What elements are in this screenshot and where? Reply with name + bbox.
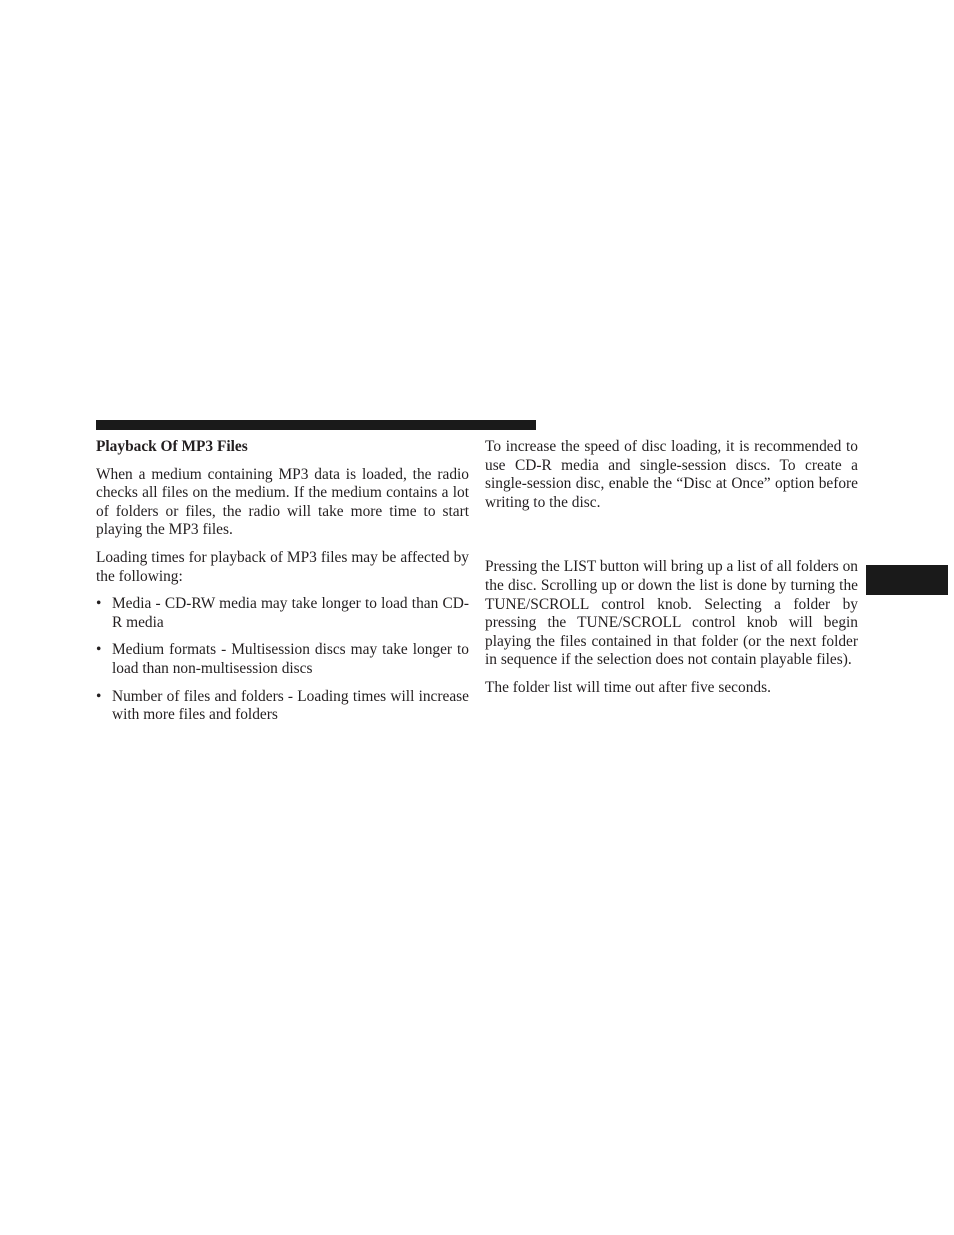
paragraph-loading-intro: When a medium containing MP3 data is loaded, the radio checks all files on the medium. If the medium contains a lot of folders or files, the radio will take more time to start playing the MP3 files. xyxy=(96,465,469,539)
paragraph-folder-timeout: The folder list will time out after five seconds. xyxy=(485,678,771,696)
list-item xyxy=(96,688,469,725)
section-rule xyxy=(96,420,536,430)
bullet-icon: • xyxy=(96,687,102,705)
paragraph-list-button: Pressing the LIST button will bring up a list of all folders on the disc. Scrolling up or down the list is done by turning the TUNE/SCROLL control knob. Selecting a folder by pressing the TUNE/SCROLL control knob will begin playing the files contained in that folder (or the next folder in sequence if the selection does not contain playable files). xyxy=(485,558,858,669)
left-column xyxy=(96,438,469,734)
factor-list xyxy=(96,595,469,725)
list-item xyxy=(96,641,469,678)
list-item-text: Medium formats - Multisession discs may take longer to load than non-multisession discs xyxy=(112,641,469,677)
bullet-icon: • xyxy=(96,641,102,659)
list-item-text: Media - CD-RW media may take longer to load than CD-R media xyxy=(112,595,469,631)
chapter-tab xyxy=(866,565,948,595)
paragraph-disc-speed: To increase the speed of disc loading, it is recommended to use CD-R media and single-session discs. To create a single-session disc, enable the “Disc at Once” option before writing to the disc. xyxy=(485,438,858,511)
list-item xyxy=(96,595,469,632)
list-item-text: Number of files and folders - Loading times will increase with more files and folders xyxy=(112,687,469,724)
bullet-icon: • xyxy=(96,595,102,613)
section-heading: Playback Of MP3 Files xyxy=(96,438,248,455)
paragraph-spacer xyxy=(485,521,858,558)
right-column xyxy=(485,438,858,707)
paragraph-loading-factors: Loading times for playback of MP3 files may be affected by the following: xyxy=(96,548,469,585)
